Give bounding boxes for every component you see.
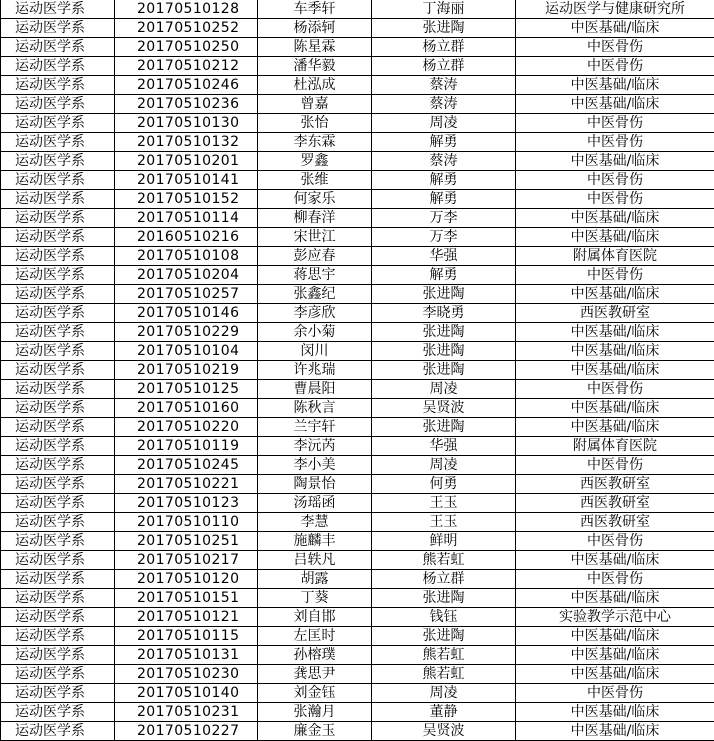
student-id-cell: 20170510219 <box>115 361 258 380</box>
department-cell: 运动医学系 <box>1 437 115 456</box>
student-name-cell: 施麟丰 <box>258 532 372 551</box>
student-name-cell: 李沅芮 <box>258 437 372 456</box>
unit-cell: 中医骨伤 <box>516 171 714 190</box>
student-id-cell: 20160510216 <box>115 228 258 247</box>
student-id-cell: 20170510252 <box>115 19 258 38</box>
student-id-cell: 20170510201 <box>115 152 258 171</box>
table-row <box>1 589 714 608</box>
table-row <box>1 475 714 494</box>
student-id-cell: 20170510119 <box>115 437 258 456</box>
student-name-cell: 龚思尹 <box>258 665 372 684</box>
mentor-cell: 吴贤波 <box>372 722 516 741</box>
unit-cell: 中医骨伤 <box>516 133 714 152</box>
student-id-cell: 20170510257 <box>115 285 258 304</box>
student-name-cell: 余小菊 <box>258 323 372 342</box>
student-name-cell: 陈秋言 <box>258 399 372 418</box>
student-id-cell: 20170510246 <box>115 76 258 95</box>
table-row <box>1 532 714 551</box>
student-id-cell: 20170510141 <box>115 171 258 190</box>
table-row <box>1 494 714 513</box>
unit-cell: 西医教研室 <box>516 304 714 323</box>
department-cell: 运动医学系 <box>1 475 115 494</box>
mentor-cell: 何勇 <box>372 475 516 494</box>
mentor-cell: 王玉 <box>372 494 516 513</box>
mentor-cell: 杨立群 <box>372 570 516 589</box>
student-name-cell: 蒋思宇 <box>258 266 372 285</box>
table-body <box>1 0 714 741</box>
mentor-cell: 董静 <box>372 703 516 722</box>
unit-cell: 中医骨伤 <box>516 380 714 399</box>
mentor-cell: 万李 <box>372 209 516 228</box>
unit-cell: 中医基础/临床 <box>516 323 714 342</box>
department-cell: 运动医学系 <box>1 513 115 532</box>
mentor-cell: 熊若虹 <box>372 665 516 684</box>
table-row <box>1 304 714 323</box>
unit-cell: 中医基础/临床 <box>516 418 714 437</box>
department-cell: 运动医学系 <box>1 38 115 57</box>
department-cell: 运动医学系 <box>1 323 115 342</box>
student-id-cell: 20170510204 <box>115 266 258 285</box>
student-id-cell: 20170510217 <box>115 551 258 570</box>
student-name-cell: 廉金玉 <box>258 722 372 741</box>
unit-cell: 中医基础/临床 <box>516 342 714 361</box>
table-row <box>1 114 714 133</box>
department-cell: 运动医学系 <box>1 95 115 114</box>
student-id-cell: 20170510229 <box>115 323 258 342</box>
student-name-cell: 宋世江 <box>258 228 372 247</box>
mentor-cell: 华强 <box>372 247 516 266</box>
mentor-cell: 张进陶 <box>372 627 516 646</box>
student-name-cell: 潘华毅 <box>258 57 372 76</box>
department-cell: 运动医学系 <box>1 627 115 646</box>
unit-cell: 中医基础/临床 <box>516 551 714 570</box>
unit-cell: 中医基础/临床 <box>516 228 714 247</box>
student-name-cell: 彭应春 <box>258 247 372 266</box>
student-id-cell: 20170510114 <box>115 209 258 228</box>
student-name-cell: 孙榕璞 <box>258 646 372 665</box>
student-id-cell: 20170510131 <box>115 646 258 665</box>
unit-cell: 中医骨伤 <box>516 190 714 209</box>
unit-cell: 中医骨伤 <box>516 684 714 703</box>
table-row <box>1 228 714 247</box>
unit-cell: 西医教研室 <box>516 494 714 513</box>
table-row <box>1 513 714 532</box>
table-row <box>1 608 714 627</box>
student-name-cell: 张维 <box>258 171 372 190</box>
table-row <box>1 19 714 38</box>
table-row <box>1 456 714 475</box>
student-name-cell: 曾嘉 <box>258 95 372 114</box>
unit-cell: 运动医学与健康研究所 <box>516 0 714 19</box>
table-row <box>1 627 714 646</box>
table-row <box>1 684 714 703</box>
mentor-cell: 周凌 <box>372 380 516 399</box>
table-row <box>1 171 714 190</box>
table-row <box>1 399 714 418</box>
mentor-cell: 鲜明 <box>372 532 516 551</box>
mentor-cell: 杨立群 <box>372 38 516 57</box>
department-cell: 运动医学系 <box>1 646 115 665</box>
mentor-cell: 王玉 <box>372 513 516 532</box>
mentor-cell: 熊若虹 <box>372 646 516 665</box>
student-id-cell: 20170510236 <box>115 95 258 114</box>
department-cell: 运动医学系 <box>1 0 115 19</box>
mentor-cell: 解勇 <box>372 133 516 152</box>
table-row <box>1 266 714 285</box>
table-row <box>1 722 714 741</box>
mentor-cell: 解勇 <box>372 266 516 285</box>
unit-cell: 附属体育医院 <box>516 437 714 456</box>
student-name-cell: 刘自邯 <box>258 608 372 627</box>
student-id-cell: 20170510128 <box>115 0 258 19</box>
unit-cell: 中医基础/临床 <box>516 361 714 380</box>
unit-cell: 中医骨伤 <box>516 266 714 285</box>
mentor-cell: 万李 <box>372 228 516 247</box>
table-row <box>1 57 714 76</box>
department-cell: 运动医学系 <box>1 703 115 722</box>
table-row <box>1 285 714 304</box>
student-id-cell: 20170510130 <box>115 114 258 133</box>
mentor-cell: 周凌 <box>372 684 516 703</box>
mentor-cell: 吴贤波 <box>372 399 516 418</box>
table-row <box>1 152 714 171</box>
student-id-cell: 20170510251 <box>115 532 258 551</box>
mentor-cell: 蔡涛 <box>372 76 516 95</box>
unit-cell: 中医基础/临床 <box>516 209 714 228</box>
department-cell: 运动医学系 <box>1 209 115 228</box>
student-id-cell: 20170510151 <box>115 589 258 608</box>
unit-cell: 中医基础/临床 <box>516 152 714 171</box>
table-row <box>1 247 714 266</box>
department-cell: 运动医学系 <box>1 380 115 399</box>
department-cell: 运动医学系 <box>1 133 115 152</box>
mentor-cell: 丁海丽 <box>372 0 516 19</box>
student-name-cell: 李慧 <box>258 513 372 532</box>
department-cell: 运动医学系 <box>1 285 115 304</box>
unit-cell: 西医教研室 <box>516 513 714 532</box>
department-cell: 运动医学系 <box>1 171 115 190</box>
table-row <box>1 209 714 228</box>
mentor-cell: 周凌 <box>372 114 516 133</box>
department-cell: 运动医学系 <box>1 57 115 76</box>
student-id-cell: 20170510146 <box>115 304 258 323</box>
student-name-cell: 李彦欣 <box>258 304 372 323</box>
unit-cell: 中医基础/临床 <box>516 589 714 608</box>
mentor-cell: 解勇 <box>372 190 516 209</box>
student-id-cell: 20170510123 <box>115 494 258 513</box>
student-name-cell: 李小美 <box>258 456 372 475</box>
department-cell: 运动医学系 <box>1 76 115 95</box>
student-name-cell: 左匡时 <box>258 627 372 646</box>
student-name-cell: 曹晨阳 <box>258 380 372 399</box>
table-row <box>1 133 714 152</box>
department-cell: 运动医学系 <box>1 228 115 247</box>
unit-cell: 中医骨伤 <box>516 456 714 475</box>
unit-cell: 中医骨伤 <box>516 570 714 589</box>
student-name-cell: 杜泓成 <box>258 76 372 95</box>
student-id-cell: 20170510140 <box>115 684 258 703</box>
unit-cell: 中医基础/临床 <box>516 646 714 665</box>
table-row <box>1 323 714 342</box>
mentor-cell: 周凌 <box>372 456 516 475</box>
student-name-cell: 何家乐 <box>258 190 372 209</box>
unit-cell: 中医基础/临床 <box>516 76 714 95</box>
student-id-cell: 20170510245 <box>115 456 258 475</box>
table-row <box>1 703 714 722</box>
table-row <box>1 646 714 665</box>
student-name-cell: 汤瑶函 <box>258 494 372 513</box>
unit-cell: 中医基础/临床 <box>516 703 714 722</box>
table-row <box>1 190 714 209</box>
student-name-cell: 张怡 <box>258 114 372 133</box>
department-cell: 运动医学系 <box>1 266 115 285</box>
unit-cell: 中医基础/临床 <box>516 627 714 646</box>
student-name-cell: 胡露 <box>258 570 372 589</box>
mentor-cell: 李晓勇 <box>372 304 516 323</box>
student-id-cell: 20170510108 <box>115 247 258 266</box>
table-row <box>1 95 714 114</box>
unit-cell: 中医基础/临床 <box>516 95 714 114</box>
student-name-cell: 车季轩 <box>258 0 372 19</box>
unit-cell: 西医教研室 <box>516 475 714 494</box>
table-row <box>1 665 714 684</box>
student-id-cell: 20170510104 <box>115 342 258 361</box>
student-name-cell: 丁葵 <box>258 589 372 608</box>
student-name-cell: 刘金钰 <box>258 684 372 703</box>
department-cell: 运动医学系 <box>1 399 115 418</box>
table-row <box>1 551 714 570</box>
table-row <box>1 342 714 361</box>
unit-cell: 附属体育医院 <box>516 247 714 266</box>
table-row <box>1 570 714 589</box>
unit-cell: 中医骨伤 <box>516 532 714 551</box>
mentor-cell: 张进陶 <box>372 323 516 342</box>
mentor-cell: 钱钰 <box>372 608 516 627</box>
department-cell: 运动医学系 <box>1 190 115 209</box>
mentor-cell: 张进陶 <box>372 418 516 437</box>
mentor-cell: 华强 <box>372 437 516 456</box>
department-cell: 运动医学系 <box>1 304 115 323</box>
student-id-cell: 20170510132 <box>115 133 258 152</box>
table-row <box>1 437 714 456</box>
unit-cell: 中医骨伤 <box>516 57 714 76</box>
mentor-cell: 蔡涛 <box>372 152 516 171</box>
mentor-cell: 张进陶 <box>372 285 516 304</box>
department-cell: 运动医学系 <box>1 152 115 171</box>
student-name-cell: 许兆瑞 <box>258 361 372 380</box>
student-name-cell: 陶景怡 <box>258 475 372 494</box>
mentor-cell: 蔡涛 <box>372 95 516 114</box>
student-id-cell: 20170510125 <box>115 380 258 399</box>
unit-cell: 中医基础/临床 <box>516 722 714 741</box>
student-id-cell: 20170510231 <box>115 703 258 722</box>
department-cell: 运动医学系 <box>1 361 115 380</box>
student-id-cell: 20170510227 <box>115 722 258 741</box>
department-cell: 运动医学系 <box>1 456 115 475</box>
department-cell: 运动医学系 <box>1 247 115 266</box>
mentor-cell: 张进陶 <box>372 589 516 608</box>
department-cell: 运动医学系 <box>1 684 115 703</box>
unit-cell: 中医基础/临床 <box>516 19 714 38</box>
student-name-cell: 罗鑫 <box>258 152 372 171</box>
department-cell: 运动医学系 <box>1 589 115 608</box>
student-id-cell: 20170510220 <box>115 418 258 437</box>
student-name-cell: 陈星霖 <box>258 38 372 57</box>
student-id-cell: 20170510121 <box>115 608 258 627</box>
department-cell: 运动医学系 <box>1 342 115 361</box>
unit-cell: 中医基础/临床 <box>516 285 714 304</box>
unit-cell: 中医基础/临床 <box>516 665 714 684</box>
unit-cell: 实验教学示范中心 <box>516 608 714 627</box>
student-name-cell: 杨添轲 <box>258 19 372 38</box>
department-cell: 运动医学系 <box>1 494 115 513</box>
student-name-cell: 张瀚月 <box>258 703 372 722</box>
department-cell: 运动医学系 <box>1 570 115 589</box>
department-cell: 运动医学系 <box>1 19 115 38</box>
student-name-cell: 吕轶凡 <box>258 551 372 570</box>
student-name-cell: 柳春洋 <box>258 209 372 228</box>
mentor-cell: 张进陶 <box>372 19 516 38</box>
student-id-cell: 20170510152 <box>115 190 258 209</box>
mentor-cell: 张进陶 <box>372 342 516 361</box>
department-cell: 运动医学系 <box>1 551 115 570</box>
unit-cell: 中医骨伤 <box>516 38 714 57</box>
student-name-cell: 李东霖 <box>258 133 372 152</box>
table-row <box>1 38 714 57</box>
table-row <box>1 380 714 399</box>
student-name-cell: 闵川 <box>258 342 372 361</box>
student-name-cell: 兰宇轩 <box>258 418 372 437</box>
student-id-cell: 20170510160 <box>115 399 258 418</box>
student-id-cell: 20170510212 <box>115 57 258 76</box>
student-name-cell: 张鑫纪 <box>258 285 372 304</box>
student-id-cell: 20170510120 <box>115 570 258 589</box>
department-cell: 运动医学系 <box>1 665 115 684</box>
department-cell: 运动医学系 <box>1 532 115 551</box>
table-row <box>1 418 714 437</box>
department-cell: 运动医学系 <box>1 418 115 437</box>
department-cell: 运动医学系 <box>1 114 115 133</box>
mentor-cell: 解勇 <box>372 171 516 190</box>
student-id-cell: 20170510250 <box>115 38 258 57</box>
department-cell: 运动医学系 <box>1 722 115 741</box>
mentor-cell: 熊若虹 <box>372 551 516 570</box>
student-id-cell: 20170510221 <box>115 475 258 494</box>
mentor-cell: 张进陶 <box>372 361 516 380</box>
department-cell: 运动医学系 <box>1 608 115 627</box>
table-row <box>1 76 714 95</box>
student-id-cell: 20170510110 <box>115 513 258 532</box>
table-row <box>1 361 714 380</box>
student-id-cell: 20170510230 <box>115 665 258 684</box>
mentor-cell: 杨立群 <box>372 57 516 76</box>
unit-cell: 中医骨伤 <box>516 114 714 133</box>
student-id-cell: 20170510115 <box>115 627 258 646</box>
unit-cell: 中医基础/临床 <box>516 399 714 418</box>
table-row <box>1 0 714 19</box>
